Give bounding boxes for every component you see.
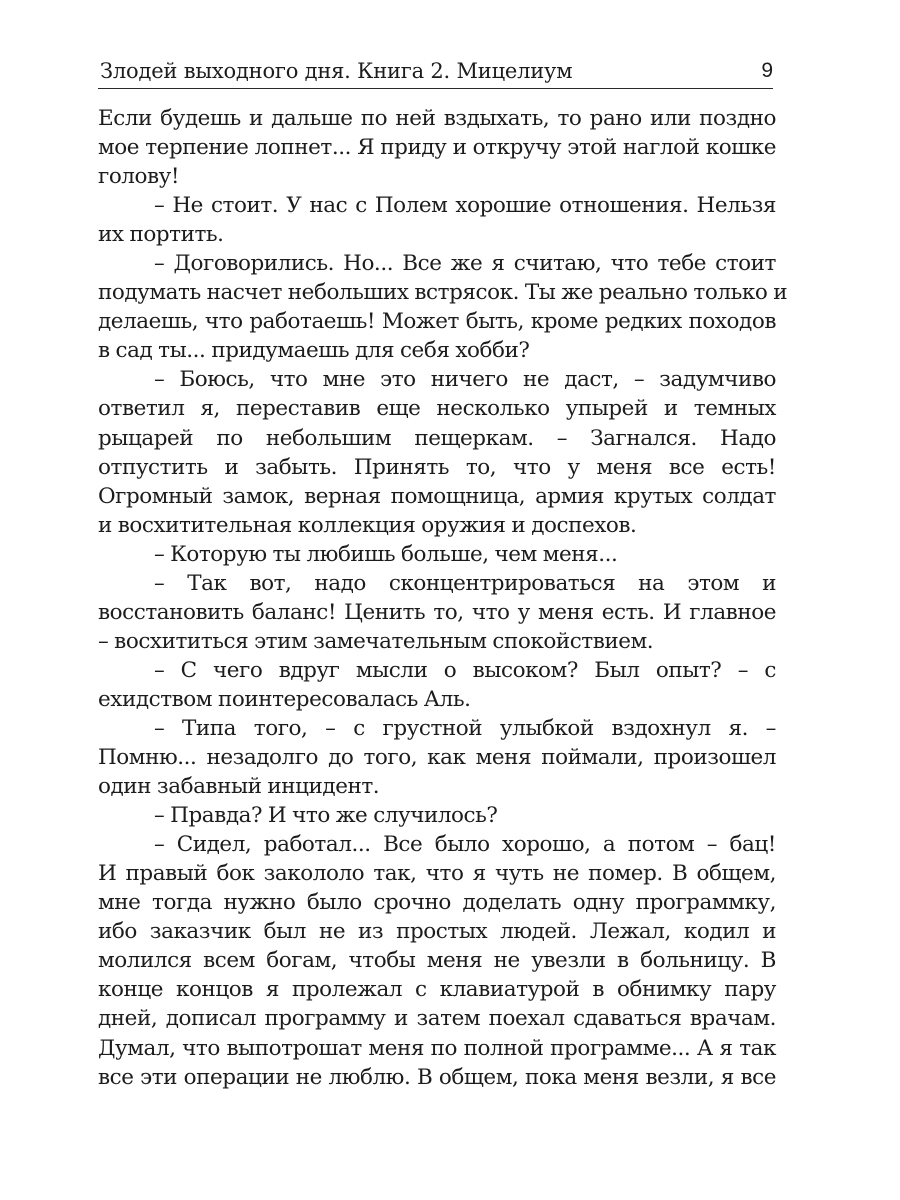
text-line: мое терпение лопнет... Я приду и откручу этой наглой кошке	[98, 135, 776, 161]
text-line: подумать насчет небольших встрясок. Ты же реально только и	[98, 280, 788, 306]
text-line: один забавный инцидент.	[98, 774, 380, 800]
text-line: Думал, что выпотрошат меня по полной программе... А я так	[98, 1035, 776, 1061]
text-line: все эти операции не люблю. В общем, пока меня везли, я все	[98, 1064, 776, 1090]
text-line: Помню... незадолго до того, как меня поймали, произошел	[98, 745, 776, 771]
text-line: ибо заказчик был не из простых людей. Лежал, кодил и	[98, 919, 776, 945]
paragraph-first-line: – Договорились. Но... Все же я считаю, что тебе стоит	[154, 251, 776, 277]
page-number: 9	[761, 59, 773, 82]
text-line: ответил я, переставив еще несколько упырей и темных	[98, 396, 776, 422]
text-line: мне тогда нужно было срочно доделать одну программку,	[98, 890, 776, 916]
paragraph-first-line: – Так вот, надо сконцентрироваться на этом и	[154, 570, 776, 596]
text-line: и восхитительная коллекция оружия и доспехов.	[98, 512, 637, 538]
text-line: в сад ты... придумаешь для себя хобби?	[98, 338, 530, 364]
running-title: Злодей выходного дня. Книга 2. Мицелиум	[100, 59, 573, 83]
text-line: их портить.	[98, 222, 224, 248]
paragraph-first-line: – С чего вдруг мысли о высоком? Был опыт? – с	[154, 657, 776, 683]
text-line: И правый бок закололо так, что я чуть не помер. В общем,	[98, 861, 776, 887]
text-line: Огромный замок, верная помощница, армия крутых солдат	[98, 483, 776, 509]
paragraph-first-line: – Боюсь, что мне это ничего не даст, – задумчиво	[154, 367, 776, 393]
text-line: отпустить и забыть. Принять то, что у меня все есть!	[98, 454, 776, 480]
body-text	[98, 104, 788, 1092]
text-line: молился всем богам, чтобы меня не увезли в больницу. В	[98, 948, 776, 974]
text-line: делаешь, что работаешь! Может быть, кроме редких походов	[98, 309, 776, 335]
text-line: – восхититься этим замечательным спокойствием.	[98, 628, 654, 654]
text-line: ехидством поинтересовалась Аль.	[98, 686, 471, 712]
text-line: голову!	[98, 164, 180, 190]
text-line: рыцарей по небольшим пещеркам. – Загнался. Надо	[98, 425, 776, 451]
paragraph-first-line: – Не стоит. У нас с Полем хорошие отношения. Нельзя	[154, 193, 776, 219]
paragraph-first-line: – Типа того, – с грустной улыбкой вздохнул я. –	[154, 715, 776, 741]
running-head	[98, 58, 773, 89]
paragraph-first-line: – Правда? И что же случилось?	[154, 803, 498, 829]
paragraph-first-line: – Которую ты любишь больше, чем меня...	[154, 541, 618, 567]
paragraph-first-line: – Сидел, работал... Все было хорошо, а потом – бац!	[154, 832, 776, 858]
text-line: восстановить баланс! Ценить то, что у меня есть. И главное	[98, 599, 776, 625]
text-line: дней, дописал программу и затем поехал сдаваться врачам.	[98, 1006, 776, 1032]
text-line: конце концов я пролежал с клавиатурой в обнимку пару	[98, 977, 776, 1003]
text-line: Если будешь и дальше по ней вздыхать, то рано или поздно	[98, 106, 776, 131]
